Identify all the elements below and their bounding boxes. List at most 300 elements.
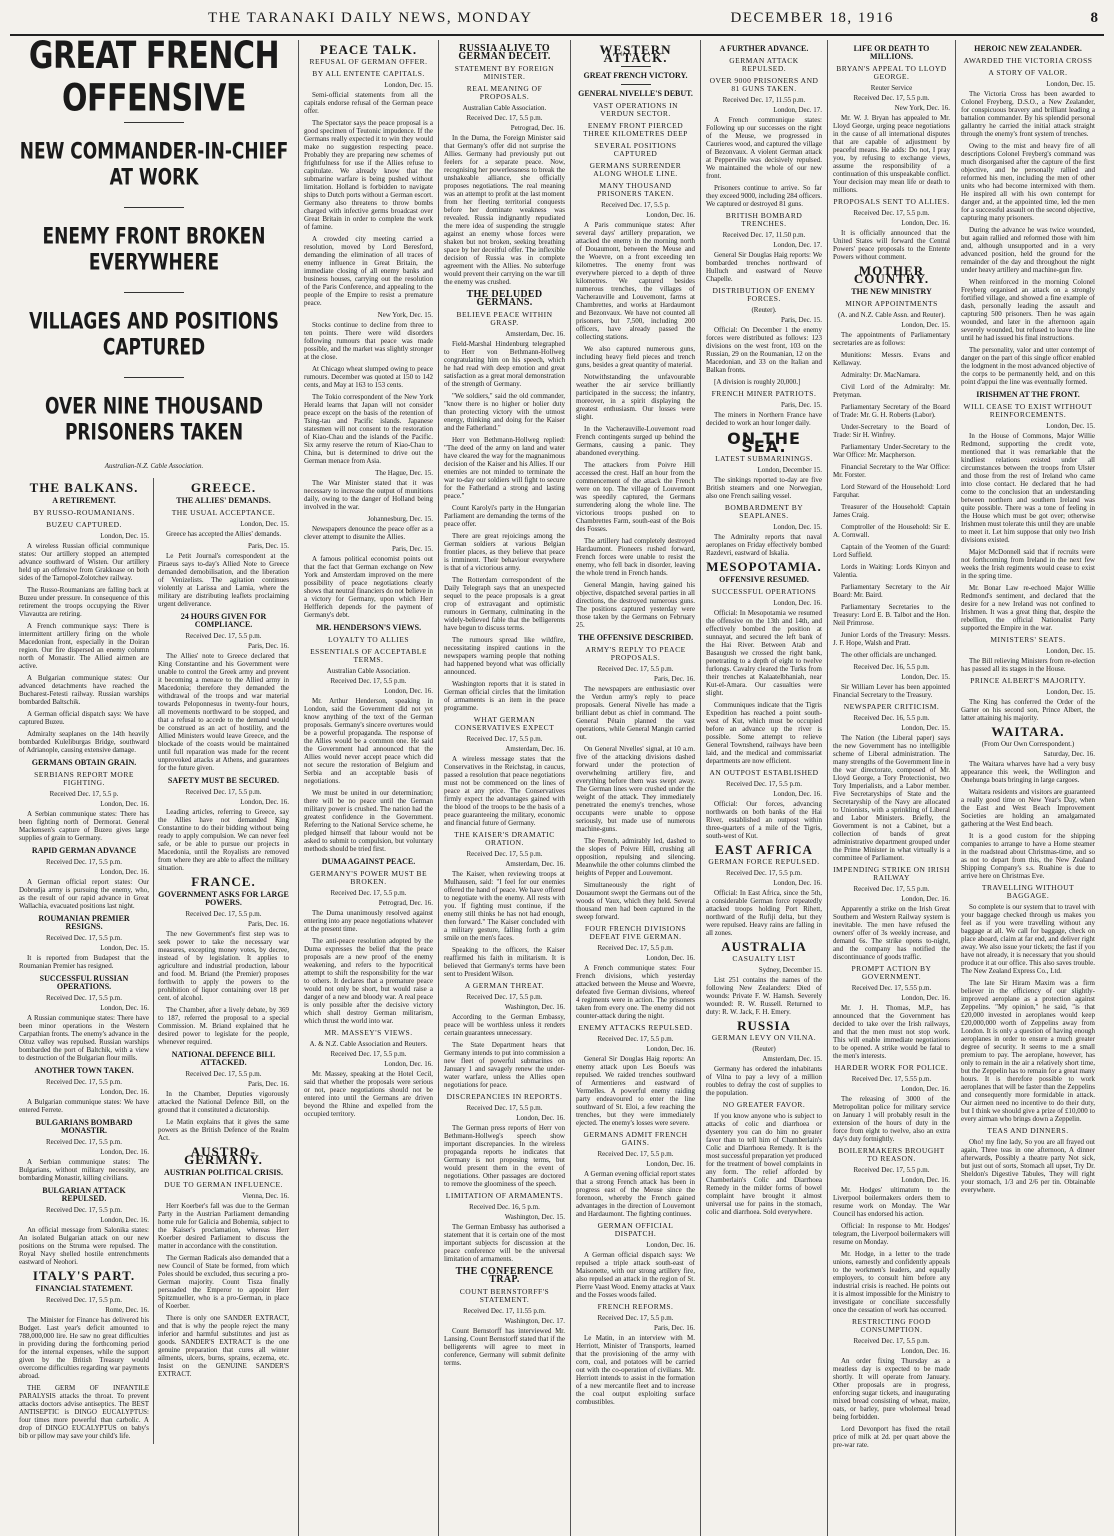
paragraph: Mr. Hodge, in a letter to the trade unions, earnestly and confidently appeals to the workmen's leaders, and equally employers, to consult him before any industrial crisis is reached. He points out it is almost impossible for the Ministry to investigate or conciliate successfully once the cessation of work has occurred. <box>833 1250 950 1314</box>
article-heading: OFFENSIVE RESUMED. <box>719 575 809 584</box>
paragraph: Official: Our forces, advancing northwards on both banks of the Hai River, established an outpost within three-quarters of a mile of the Tigris, south-west of Kut. <box>706 800 822 840</box>
paragraph: The Victoria Cross has been awarded to Colonel Freyberg, D.S.O., a New Zealander, for conspicuous bravery and brilliant leading a battalion commander. By his splendid personal gallantry he carried the initial attack straight through the enemy's front system of trenches. <box>961 90 1095 138</box>
paragraph: "We soldiers," said the old commander, "know there is no higher or holier duty than protecting victory with the utmost energy, thinking and doing for the Kaiser and the Fatherland." <box>444 392 565 432</box>
received-line: Received Dec. 17, 5.5 p.m. <box>185 910 262 918</box>
article-heading: GENERAL NIVELLE'S DEBUT. <box>578 89 693 98</box>
section-heading: RUSSIA <box>737 1018 791 1033</box>
received-line: Received Dec. 17, 11.55 p.m. <box>463 1307 546 1315</box>
received-line: Received Dec. 17, 5.5 p.m. <box>853 94 930 102</box>
dateline: Paris, Dec. 15. <box>780 316 822 324</box>
dateline: London, Dec. 17. <box>773 241 822 249</box>
section-heading: DUMA AGAINST PEACE. <box>321 857 416 866</box>
dateline: The Hague, Dec. 15. <box>375 469 433 477</box>
paragraph: The personality, valor and utter contempt of danger on the part of this single officer enabled the lodgment in the most advanced objective of the corps to be permanently held, and on this point d'appui the line was eventually formed. <box>961 346 1095 386</box>
paragraph: Speaking to the officers, the Kaiser reaffirmed his faith in militarism. It is believed that Germany's terms have been sent to President Wilson. <box>444 946 565 978</box>
section-heading: LIFE OR DEATH TO MILLIONS. <box>853 44 930 61</box>
article-heading: THE ALLIES' DEMANDS. <box>176 496 271 505</box>
dateline: Washington, Dec. 17. <box>504 1317 565 1325</box>
article-heading: A RETIREMENT. <box>52 496 116 505</box>
paragraph: Newspapers denounce the peace offer as a clever attempt to disunite the Allies. <box>304 525 433 541</box>
dateline: Amsterdam, Dec. 16. <box>505 860 565 868</box>
paragraph: In the Chamber, Deputies vigorously attacked the National Defence Bill, on the ground that it constituted a dictatorship. <box>158 1090 289 1114</box>
paragraph: According to the German Embassy, peace will be worthless unless it renders certain guarantees unnecessary. <box>444 1013 565 1037</box>
article-subheading: OVER 9000 PRISONERS AND 81 GUNS TAKEN. <box>709 76 819 93</box>
subheadline-2: ENEMY FRONT BROKEN EVERYWHERE <box>42 224 266 276</box>
subheadline-4: OVER NINE THOUSAND PRISONERS TAKEN <box>45 394 263 446</box>
article-heading: GERMAN LEVY ON VILNA. <box>711 1033 817 1042</box>
newspaper-title: THE TARANAKI DAILY NEWS, MONDAY <box>208 10 533 26</box>
subheadline-3: VILLAGES AND POSITIONS CAPTURED <box>29 309 279 361</box>
columns <box>10 40 1104 1536</box>
paragraph: Greece has accepted the Allies' demands. <box>166 530 282 538</box>
article-subheading: BY RUSSO-ROUMANIANS. <box>33 508 135 517</box>
article-subheading: SEVERAL POSITIONS CAPTURED <box>594 141 677 158</box>
paragraph: The German press reports of Herr von Bethmann-Hollweg's speech show important discrepancies. In the wireless propaganda reports he indicates that Germany is not proposing terms, but would present them in the event of negotiations. Other passages are doctored to remove the gloominess of the speech. <box>444 1124 565 1188</box>
dateline: London, Dec. 16. <box>384 687 433 695</box>
section-heading: A FURTHER ADVANCE. <box>719 44 809 53</box>
paragraph: Mr. Arthur Henderson, speaking in London, said the Government did not yet know anything of the text of the German proposals. Germany's sincere overtures would be a powerful propaganda. The response of the Allies would be a common one. He said the Government had announced that the Allies would never accept peace which did not secure the restoration of Belgium and Serbia and an acceptable basis of negotiations. <box>304 697 433 785</box>
section-heading: PEACE TALK. <box>319 42 418 57</box>
paragraph: General Sir Douglas Haig reports: We bombarded trenches northward of Hulluch and eastward of Neuve Chapelle. <box>706 251 822 283</box>
paragraph: Lord Steward of the Household: Lord Farquhar. <box>833 483 950 499</box>
column-4 <box>571 40 701 1536</box>
paragraph: The newspapers are enthusiastic over the Verdun army's reply to peace proposals. General Nivelle has made a brilliant debut as chief in command. The General Pétain planned the vast operations, while General Mangin carried out. <box>576 685 695 741</box>
paragraph: A Serbian communique states: The Bulgarians, without military necessity, are bombarding Monastir, killing civilians. <box>19 1158 149 1182</box>
received-line: Received Dec. 17, 5.5 p.m. <box>45 1296 122 1304</box>
dateline: London, Dec. 15. <box>1046 80 1095 88</box>
section-heading: AUSTRALIA <box>721 939 807 954</box>
section-heading: AUSTRO-GERMANY. <box>184 1144 263 1167</box>
paragraph: Financial Secretary to the War Office: Mr. Forster. <box>833 463 950 479</box>
paragraph: Admiralty: Dr. MacNamara. <box>841 371 921 379</box>
paragraph: Under-Secretary to the Board of Trade: Sir H. Winfrey. <box>833 423 950 439</box>
article-heading: BOMBARDMENT BY SEAPLANES. <box>724 503 804 520</box>
paragraph: Owing to the mist and heavy fire of all descriptions Colonel Freyberg's command was much disorganised after the capture of the first objective, and he personally rallied and reformed his men, including the men of other units who had become intermixed with them. He inspired all with his own contempt for danger and, at the appointed time, led the men for a successful assault on the second objective, capturing many prisoners. <box>961 142 1095 222</box>
dateline: London, Dec. 16. <box>901 219 950 227</box>
paragraph: The French, admirably led, dashed to the slopes of Poivre Hill, crushing all opposition, repulsing and silencing. Meanwhile the other columns climbed the heights of Pepper and Louvemont. <box>576 837 695 877</box>
paragraph: Parliamentary Under-Secretary to the War Office: Mr. Macpherson. <box>833 443 950 459</box>
dateline: London, December 15. <box>757 466 822 474</box>
received-line: Received Dec. 17, 5.5 p. <box>49 790 119 798</box>
paragraph: Mr. Massey, speaking at the Hotel Cecil, said that whether the proposals were serious or not, peace negotiations should not be entered into until the Germans are driven beyond the Rhine and expelled from the occupied territory. <box>304 1070 433 1118</box>
paragraph: We also captured numerous guns, including heavy field pieces and trench guns, besides a great quantity of material. <box>576 345 695 369</box>
dateline: Rome, Dec. 16. <box>105 1306 149 1314</box>
advertisement: THE GERM OF INFANTILE PARALYSIS attacks the throat. To prevent attacks doctors advise antiseptics. The BEST ANTISEPTIC is DINGO EUCALYPTUS: four times more powerful than carbolic. A drop of DINGO EUCALYPTUS on baby's bib or pillow may save your child's life. <box>19 1384 149 1440</box>
article-heading: FRENCH MINER PATRIOTS. <box>711 389 817 398</box>
dateline: London, Dec. 16. <box>901 1176 950 1184</box>
section-heading: ITALY'S PART. <box>32 1268 136 1283</box>
dateline: London, Dec. 15. <box>100 944 149 952</box>
article-subheading: MANY THOUSAND PRISONERS TAKEN. <box>597 181 674 198</box>
dateline: Paris, Dec. 16. <box>247 1080 289 1088</box>
paragraph: Munitions: Messrs. Evans and Kellaway. <box>833 351 950 367</box>
column-1 <box>10 40 299 1536</box>
article-heading: ROUMANIAN PREMIER RESIGNS. <box>38 914 130 931</box>
received-line: Received Dec. 17, 5.5 p.m. <box>466 114 543 122</box>
dateline: London, Dec. 16. <box>901 1085 950 1093</box>
paragraph: The appointments of Parliamentary secretaries are as follows: <box>833 331 950 347</box>
paragraph: A wireless message states that the Conservatives in the Reichstag, in caucus, passed a resolution that peace negotiations must not be commenced on the lines of peace at any price. The Conservatives firmly expect the advantages gained with the blood of the troops to be the basis of a peace guaranteeing the military, economic and financial future of Germany. <box>444 755 565 827</box>
article-subheading: ESSENTIALS OF ACCEPTABLE TERMS. <box>310 647 427 664</box>
dateline: London, Dec. 15. <box>901 673 950 681</box>
section-heading: EAST AFRICA <box>715 842 813 857</box>
article-heading: STATEMENT BY FOREIGN MINISTER. <box>454 64 555 81</box>
paragraph: There are great rejoicings among the German soldiers at various Belgian frontier places, as they believe that peace is imminent. Their behaviour everywhere is that of a victorious army. <box>444 532 565 572</box>
dateline: London, Dec. 16. <box>100 1004 149 1012</box>
dateline: Paris, Dec. 16. <box>247 920 289 928</box>
article-heading: BOILERMAKERS BROUGHT TO REASON. <box>838 1146 945 1163</box>
dateline: Paris, Dec. 15. <box>247 542 289 550</box>
dateline: London, Dec. 16. <box>773 790 822 798</box>
dateline: London, Dec. 16. <box>100 1088 149 1096</box>
dateline: London, Dec. 16. <box>100 800 149 808</box>
dateline: London, Dec. 15. <box>100 532 149 540</box>
article-heading: BRITISH BOMBARD TRENCHES. <box>725 211 803 228</box>
balkans-column <box>15 478 154 1444</box>
paragraph: A Paris communique states: After several days' artillery preparation, we attacked the enemy in the morning north of Douaumont, between the Meuse and the Woevre, on a front exceeding ten kilometres. The enemy front was everywhere pierced to a depth of three kilometres. We captured besides numerous trenches, the villages of Vacherauville and Louvemont, farms at Chambrettes, and works at Hardaumont and Bezonvaux. We have not counted all prisoners, but 7,500, including 200 officers, have already passed the collecting stations. <box>576 221 695 341</box>
paragraph: Mr. W. J. Bryan has appealed to Mr. Lloyd George, urging peace negotiations in the cause of all international disputes that are capable of adjustment by peaceful means. He adds: Do not, I pray you, by refusing to exchange views, assume the responsibility of a continuation of this unspeakable conflict. Your decision may mean life or death to millions. <box>833 114 950 194</box>
paragraph: The King has conferred the Order of the Garter on his second son, Prince Albert, the latter attaining his majority. <box>961 698 1095 722</box>
article-heading: LATEST SUBMARININGS. <box>715 454 813 463</box>
paragraph: The releasing of 3000 of the Metropolitan police for military service on January 1 will probably result in the extension of the hours of duty in the force from eight to twelve, also an extra day's duty fortnightly. <box>833 1095 950 1143</box>
section-heading: IRISHMEN AT THE FRONT. <box>976 390 1080 399</box>
paragraph: Major McDonnell said that if recruits were not forthcoming from Ireland in the next few weeks the Irish regiments would cease to exist in the spring time. <box>961 548 1095 580</box>
paragraph: The Admiralty reports that naval aeroplanes on Friday effectively bombed Razdevri, eastward of Iskalia. <box>706 533 822 557</box>
article-heading: GERMANS ADMIT FRENCH GAINS. <box>583 1130 688 1147</box>
paragraph: General Mangin, having gained his objective, dispatched several parties in all directions, the destroyed numerous guns. The positions captured yesterday were those taken by the Germans on February 25. <box>576 581 695 629</box>
section-heading: MOTHER COUNTRY. <box>853 263 930 286</box>
received-line: Received Dec. 17, 5.5 p.m. <box>466 993 543 1001</box>
divider <box>124 122 184 123</box>
dateline: Washington, Dec. 16. <box>504 1003 565 1011</box>
received-line: Received Dec. 17, 5.5 p.m. <box>330 677 407 685</box>
paragraph: Mr. Bonar Law re-echoed Major Willie Redmond's sentiment, and declared that the desire for a new Ireland was not confined to Irishmen. It was a great thing that, despite the rebellion, the official Nationalist Party supported the Empire in the war. <box>961 584 1095 632</box>
article-heading: NEWSPAPER CRITICISM. <box>843 702 940 711</box>
received-line: Received Dec. 17, 5.55 p.m. <box>851 1075 932 1083</box>
received-line: Received Dec. 17, 5.5 p.m. <box>45 858 122 866</box>
dateline: London, Dec. 17. <box>773 106 822 114</box>
paragraph: The anti-peace resolution adopted by the Duma expresses the belief that the peace proposals are a new proof of the enemy weakening, and refers to the hypocritical attempt to shift the responsibility for the war to others. It declares that a premature peace would not only be short, but would raise a danger of a new and bloody war. A real peace is only possible after the decisive victory which shall destroy German militarism, which thrust the world into war. <box>304 937 433 1025</box>
dateline: London, Dec. 15. <box>901 724 950 732</box>
paragraph: Parliamentary Secretaries to the Treasury: Lord E. B. Talbot and the Hon. Neil Primrose. <box>833 603 950 627</box>
divider <box>124 207 184 208</box>
paragraph: Count Bernstorff has interviewed Mr. Lansing. Count Bernstorff stated that if the belligerents will agree to meet in conference, Germany will submit definite terms. <box>444 1327 565 1367</box>
paragraph: Le Matin, in an interview with M. Herriott, Minister of Transports, learned that the provisioning of the army with corn, coal, and potatoes will be carried out with the co-operation of civilians. Mr. Herriott intends to assist in the formation of a new mercantile fleet and to increase the coal output exploiting surface combustibles. <box>576 1334 695 1406</box>
received-line: Received Dec. 17, 5.5 p.m. <box>725 780 802 788</box>
paragraph: The Duma unanimously resolved against entering into any peace negotiations whatever at the present time. <box>304 909 433 933</box>
dateline: London, Dec. 16. <box>100 1216 149 1224</box>
cable-credit: (Reuter). <box>751 306 777 314</box>
article-heading: FOUR FRENCH DIVISIONS DEFEAT FIVE GERMAN. <box>584 924 687 941</box>
paragraph: Official: In East Africa, since the 5th, a considerable German force repeatedly attacked troops holding Port Rihett, northward of the Rufiji delta, but they were repulsed. Heavy rains are falling in all zones. <box>706 889 822 937</box>
received-line: Received Dec. 17, 11.50 p.m. <box>722 231 806 239</box>
paragraph: Mr. J. H. Thomas, M.P., has announced that the Government has decided to take over the Irish railways, and that the men must not stop work. This will enable immediate negotiations to be opened. A strike would be fatal to the men's interests. <box>833 1004 950 1060</box>
paragraph: A French communique says: There is intermittent artillery firing on the whole Macedonian front, especially in the Doiran region. Our fire dispersed an enemy column north of Monastir. The Allied airmen are active. <box>19 622 149 670</box>
paragraph: Prisoners continue to arrive. So far they exceed 9000, including 284 officers. We captured or destroyed 81 guns. <box>706 184 822 208</box>
article-heading: GERMAN FORCE REPULSED. <box>708 857 820 866</box>
dateline: New York, Dec. 16. <box>894 104 950 112</box>
paragraph: A French communique states: Four French divisions, which yesterday attacked between the Meuse and Woevre, defeated five German divisions, whereof 4 regiments were in action. The prisoners taken from every one. The enemy did not counter-attack during the night. <box>576 964 695 1020</box>
article-heading: THE NEW MINISTRY <box>851 287 932 296</box>
article-heading: FRENCH REFORMS. <box>597 1302 674 1311</box>
paragraph: It is officially announced that the United States will forward the Central Powers' peace proposals to the Entente Powers without comment. <box>833 229 950 261</box>
received-line: Received Dec. 16, 5.5 p.m. <box>853 663 930 671</box>
paragraph: The new Government's first step was to seek power to take the necessary war measures, excepting money votes, by decree, instead of by legislation. It applies to agriculture and industrial production, labour and food. M. Briand (the Premier) proposes forthwith to apply the powers to the prohibition of liquor containing over 18 per cent. of alcohol. <box>158 930 289 1002</box>
dateline: London, Dec. 16. <box>646 211 695 219</box>
article-heading: GOVERNMENT ASKS FOR LARGE POWERS. <box>158 890 289 907</box>
paragraph: Parliamentary Secretary of the Board of Trade: Mr. G. H. Roberts (Labor). <box>833 403 950 419</box>
section-heading: THE OFFENSIVE DESCRIBED. <box>577 633 694 642</box>
article-heading: DISTRIBUTION OF ENEMY FORCES. <box>712 286 816 303</box>
paragraph: The War Minister stated that it was necessary to increase the output of munitions daily, owing to the danger of Holland being involved in the war. <box>304 479 433 511</box>
paragraph: An order fixing Thursday as a meatless day is expected to be made shortly. It will operate from January. Other proposals are in progress, enforcing sugar tickets, and inaugurating mixed bread consisting of wheat, maize, oats, or barley, pure wholemeal bread being forbidden. <box>833 1357 950 1421</box>
article-heading: AUSTRIAN POLITICAL CRISIS. <box>164 1168 283 1177</box>
paragraph: A Serbian communique states: There has been fighting north of Dermorat. General Mackensen's capture of Buzeu gives large supplies of grain to Germany. <box>19 810 149 842</box>
dateline: New York, Dec. 15. <box>377 311 433 319</box>
received-line: Received Dec. 17, 5.5 p.m. <box>45 1078 122 1086</box>
paragraph: The artillery had completely destroyed Hardaumont. Pioneers rushed forward, French forces were unable to resist the enemy, who fell back in disorder, leaving the whole trend in French hands. <box>576 537 695 577</box>
received-line: Received Dec. 17, 5.5 p.m. <box>725 869 802 877</box>
dateline: Amsterdam, Dec. 16. <box>505 745 565 753</box>
paragraph: The Minister for Finance has delivered his Budget. Last year's deficit amounted to 788,000,000 lire. He saw no great difficulties in providing during the forthcoming period for the internal expenses, while the support given by the British Treasury would overcome difficulties regarding war payments abroad. <box>19 1316 149 1380</box>
article-heading: BULGARIAN ATTACK REPULSED. <box>42 1186 126 1203</box>
advertisement: There is only one SANDER EXTRACT, and that is why the people reject the many inferior and harmful substitutes and just as goods. SANDER'S EXTRACT is the one genuine preparation that cures all winter ailments, ulcers, burns, sprains, eczema, etc. Insist on the GENUINE SANDER'S EXTRACT. <box>158 1314 289 1378</box>
cable-credit: A. & N.Z. Cable Association and Reuters. <box>309 1040 428 1048</box>
paragraph: Le Matin explains that it gives the same powers as the British Defence of the Realm Act. <box>158 1118 289 1142</box>
paragraph: The sinkings reported to-day are five British steamers and one Norwegian, also one French sailing vessel. <box>706 476 822 500</box>
paragraph: The Russo-Roumanians are falling back at Buzeu under pressure. In consequence of this retirement the troops occupying the River Vlavautza are retiring. <box>19 586 149 618</box>
section-heading: ON THE SEA. <box>727 429 801 456</box>
received-line: Received Dec. 17, 5.5 p.m. <box>45 1206 122 1214</box>
received-line: Received Dec. 16, 5 p.m. <box>469 1203 540 1211</box>
dateline: Vienna, Dec. 16. <box>242 1192 289 1200</box>
received-line: Received Dec. 17, 5.5 p.m. <box>853 1166 930 1174</box>
paragraph: Civil Lord of the Admiralty: Mr. Pretyman. <box>833 383 950 399</box>
dateline: Paris, Dec. 15. <box>780 401 822 409</box>
column-6 <box>828 40 956 1536</box>
article-heading: MR. HENDERSON'S VIEWS. <box>315 623 422 632</box>
dateline: London, Dec. 15. <box>773 523 822 531</box>
advertisement: Oho! my fine lady, So you are all frayed out again, Three teas in one afternoon, A dinner afterwards, Possibly a theatre party Not sick, but just out of sorts, Stomach all upset, Try Dr. Sheldon's Digestive Tabules, They will right your stomach, 1/3 and 2/6 per tin. Obtainable everywhere. <box>961 1138 1095 1194</box>
paragraph: Admiralty seaplanes on the 14th heavily bombarded Kuleliburgas Bridge, southward of Adrianople, causing extensive damage. <box>19 730 149 754</box>
article-heading: MR. MASSEY'S VIEWS. <box>324 1028 413 1037</box>
article-heading: WILL CEASE TO EXIST WITHOUT REINFORCEMENTS. <box>963 402 1093 419</box>
article-heading: ARMY'S REPLY TO PEACE PROPOSALS. <box>585 645 686 662</box>
article-subheading: (From Our Own Correspondent.) <box>981 740 1075 748</box>
dateline: London, Dec. 16. <box>901 1347 950 1355</box>
received-line: Received Dec. 16, 5.5 p.m. <box>853 714 930 722</box>
article-subheading: REAL MEANING OF PROPOSALS. <box>466 84 543 101</box>
paragraph: It is reported from Budapest that the Roumanian Premier has resigned. <box>19 954 149 970</box>
article-heading: PROPOSALS SENT TO ALLIES. <box>833 197 950 206</box>
paragraph: An official message from Salonika states: An isolated Bulgarian attack on our new positions on the Struma were repulsed. The Royal Navy shelled hostile entrenchments eastward of Neohori. <box>19 1226 149 1266</box>
received-line: Received Dec. 17, 5.5 p.m. <box>185 788 262 796</box>
dateline: Paris, Dec. 16. <box>247 642 289 650</box>
paragraph: Comptroller of the Household: Sir E. A. Cornwall. <box>833 523 950 539</box>
article-heading: PRINCE ALBERT'S MAJORITY. <box>970 676 1086 685</box>
article-heading: ANOTHER TOWN TAKEN. <box>34 1066 134 1075</box>
paragraph: In the Vacherauville-Louvemont road French contingents surged up behind the Germans, causing a panic. They abandoned everything. <box>576 425 695 457</box>
column-2 <box>299 40 439 1536</box>
section-heading: RUSSIA ALIVE TO GERMAN DECEIT. <box>458 43 551 62</box>
paragraph: General Sir Douglas Haig reports: An enemy attack upon Les Boeufs was repulsed. We raided trenches southward of Armentieres and eastward of Vermelles. A powerful enemy raiding party endeavoured to enter the line southward of St. Eloi, a few reaching the trenches, but they were immediately ejected. The enemy's losses were severe. <box>576 1055 695 1127</box>
paragraph: Captain of the Yeomen of the Guard: Lord Suffield. <box>833 543 950 559</box>
divider <box>124 377 184 378</box>
paragraph: A crowded city meeting carried a resolution, moved by Lord Beresford, demanding the elimination of all traces of enemy influence in Great Britain, the immediate closing of all enemy banks and business houses, carrying out the resolution of the Paris Conference, and appealing to the people of the Empire to resist a premature peace. <box>304 235 433 307</box>
received-line: Received Dec. 17, 5.5 p. <box>601 201 670 209</box>
received-line: Received Dec. 17, 5.5 p.m. <box>45 934 122 942</box>
received-line: Received Dec. 17, 5.5 p.m. <box>45 1138 122 1146</box>
paragraph: On General Nivelles' signal, at 10 a.m. five of the attacking divisions dashed forward under the protection of overwhelming artillery fire, and everything before them was swept away. The German lines were crushed under the weight of the attack. They immediately penetrated the enemy's trenches, whose occupants were unable to oppose seriously, but made use of numerous machine-guns. <box>576 745 695 833</box>
paragraph: The Chamber, after a lively debate, by 369 to 187, referred the proposal to a special Commission. M. Briand explained that he desired power to legislate for the people, whenever required. <box>158 1006 289 1046</box>
paragraph: Count Karolyi's party in the Hungarian Parliament are demanding the terms of the peace offer. <box>444 504 565 528</box>
cable-credit: Reuter Service <box>870 84 913 92</box>
dateline: London, Dec. 16. <box>901 994 950 1002</box>
article-subheading: VAST OPERATIONS IN VERDUN SECTOR. <box>593 101 678 118</box>
article-heading: SAFETY MUST BE SECURED. <box>167 776 280 785</box>
paragraph: The Rotterdam correspondent of the Daily Telegraph says that an unexpected sequel to the peace proposals is a great crop of extravagant and optimistic rumours in Germany, culminating in the widely-believed fable that the belligerents have begun to discuss terms. <box>444 576 565 632</box>
paragraph: A German evening official report states that a strong French attack has been in progress east of the Meuse since the forenoon, whereby the French gained advantages in the direction of Louvemont and Hardaumont. The fighting continues. <box>576 1170 695 1218</box>
article-heading: DISCREPANCIES IN REPORTS. <box>446 1092 563 1101</box>
paragraph: Stocks continue to decline from three to ten points. There were wild disorders following rumours that peace was made possible, and the market was slightly stronger at the close. <box>304 321 433 361</box>
article-subheading: ENEMY FRONT PIERCED THREE KILOMETRES DEEP <box>583 121 688 138</box>
cable-credit: Australian Cable Association. <box>326 667 411 675</box>
advertisement: So complete is our system that to travel with your baggage checked through us makes you feel as if you were travelling without any baggage at all. We call for baggage, check on place aboard, claim at far end, and deliver right away. We also issue your tickets; the fast if you have not already, it is necessary that you should produce it at our office. This also saves trouble. The New Zealand Express Co., Ltd. <box>961 903 1095 975</box>
dateline: Amsterdam, Dec. 15. <box>762 1055 822 1063</box>
dateline: London, Dec. 16. <box>646 1241 695 1249</box>
received-line: Received Dec. 17, 5.5 p.m. <box>597 665 674 673</box>
paragraph: A Bulgarian communique states: Our advanced detachments have reached the Bucharest-Fetesti railway. Russian warships bombarded Baltschik. <box>19 674 149 706</box>
article-heading: NATIONAL DEFENCE BILL ATTACKED. <box>171 1050 276 1067</box>
dateline: London, Dec. 16. <box>773 599 822 607</box>
paragraph: A famous political economist points out that the fact that German exchange on New York and Amsterdam improved on the mere possibility of peace negotiations clearly shows that neutral financiers do not believe in a victory for Germany, upon which Herr Helfferich depends for the payment of Germany's debt. <box>304 555 433 619</box>
main-headline: GREAT FRENCH OFFENSIVE <box>28 40 280 121</box>
article-subheading: BUZEU CAPTURED. <box>46 520 122 529</box>
dateline: London, Dec. 15. <box>1046 422 1095 430</box>
received-line: Received Dec. 17, 5.5 p.m. <box>853 1337 930 1345</box>
masthead <box>10 10 1104 36</box>
divider <box>621 66 651 67</box>
paragraph: List 251 contains the names of the following New Zealanders: Died of wounds: Private F. W. Hamsh. Severely wounded: R. W. Russell. Returned to duty: R. W. Jack, F. H. Emery. <box>706 976 822 1016</box>
column-1-split <box>15 478 293 1444</box>
dateline: Paris, Dec. 16. <box>653 675 695 683</box>
article-heading: BULGARIANS BOMBARD MONASTIR. <box>35 1118 133 1135</box>
dateline: London, Dec. 16. <box>646 1045 695 1053</box>
article-heading: PROMPT ACTION BY GOVERNMENT. <box>851 964 932 981</box>
paragraph: A German official dispatch says: We have captured Buzeu. <box>19 710 149 726</box>
article-heading: NO GREATER FAVOR. <box>722 1100 806 1109</box>
section-heading: WESTERN ATTACK. <box>599 42 672 65</box>
article-subheading: THE USUAL ACCEPTANCE. <box>171 508 276 517</box>
article-heading: 24 HOURS GIVEN FOR COMPLIANCE. <box>180 612 267 629</box>
dateline: London, Dec. 16. <box>240 798 289 806</box>
received-line: Received Dec. 17, 5.5 p.m. <box>185 1070 262 1078</box>
dateline: London, Dec. 15. <box>240 520 289 528</box>
paragraph: Washington reports that it is stated in German official circles that the limitation of armaments is an item in the peace programme. <box>444 680 565 712</box>
paragraph: Waitara residents and visitors are guaranteed a really good time on New Year's Day, when the East and West Beach Improvement Societies are holding an amalgamated gathering at the West End beach. <box>961 788 1095 828</box>
article-heading: AN OUTPOST ESTABLISHED <box>709 768 819 777</box>
paragraph: Communiques indicate that the Tigris Expedition has reached a point south-west of Kut, which must be occupied before an advance up the river is possible. Some attempt to relieve General Townshend, railways have been laid, and the medical and commissariat departments are now efficient. <box>706 701 822 765</box>
cable-credit: (Reuter) <box>752 1045 776 1053</box>
article-heading: FINANCIAL STATEMENT. <box>35 1284 133 1293</box>
paragraph: The German Radicals also demanded that a new Council of State be formed, from which Poles should be excluded, thus securing a pro-German majority. Count Tisza finally persuaded the Emperor to appoint Herr Spitzmueller, who is a pro-German, in place of Koerber. <box>158 1254 289 1310</box>
article-subheading: SERBIANS REPORT MORE FIGHTING. <box>34 770 134 787</box>
article-heading: LIMITATION OF ARMAMENTS. <box>445 1191 564 1200</box>
dateline: London, Dec. 15. <box>1046 647 1095 655</box>
paragraph: Sir William Lever has been appointed Financial Secretary to the Treasury. <box>833 683 950 699</box>
paragraph: During the advance he was twice wounded, but again rallied and reformed those with him and, although unsupported and in a very advanced position, held the ground for the remainder of the day and throughout the night under heavy artillery and machine-gun fire. <box>961 226 1095 274</box>
article-heading: RAPID GERMAN ADVANCE <box>31 846 137 855</box>
paragraph: Herr Koerber's fall was due to the German Party in the Austrian Parliament demanding home rule for Galicia and Bohemia, subject to the Kaiser's proclamation, whereas Herr Koerber desired Parliament to discuss the matter in accordance with the constitution. <box>158 1202 289 1250</box>
section-heading: FRANCE. <box>191 874 256 889</box>
column-5 <box>701 40 828 1536</box>
paragraph: Official: On December 1 the enemy forces were distributed as follows: 123 divisions on the west front, 103 on the Russian, 29 on the Roumanian, 12 on the Macedonian, and 33 on the Italian and Balkan fronts. <box>706 326 822 374</box>
article-subheading: SUCCESSFUL OPERATIONS <box>711 587 817 596</box>
received-line: Received Dec. 17, 5.5 p.m. <box>597 1035 674 1043</box>
paragraph: Field-Marshal Hindenburg telegraphed to Herr von Bethmann-Hollweg congratulating him on his speech, which he had read with deep emotion and great satisfaction as a great moral demonstration of the strength of Germany. <box>444 340 565 388</box>
paragraph: The Kaiser, when reviewing troops at Mulhausen, said: "I feel for our enemies offered the hand of peace. We have offered to negotiate with the enemy. All rests with you. If fighting must continue, if the enemy still thinks he has not had enough, then forward." The Kaiser concluded with a military gesture, falling forth a grim smile on the men's faces. <box>444 870 565 942</box>
article-heading: ENEMY ATTACKS REPULSED. <box>578 1023 693 1032</box>
paragraph: In the House of Commons, Major Willie Redmond, supporting the credit vote, mentioned that it was remarkable that the kindliest relations existed under all circumstances between the troops from Ulster and those from the rest of Ireland who came into close contact. He declared that he had come to the conclusion that an understanding between northern and southern Ireland was quite possible. There was a tone of feeling in the House which must be got over; otherwise Irishmen must tolerate this until they are unable to meet it. Let him suppose that only two Irish divisions existed. <box>961 432 1095 544</box>
paragraph: It is a good custom for the shipping companies to arrange to have a Home steamer in the roadstead about Christmas-time, and so as not to depart from this, the New Zealand Shipping Company's s.s. Ruahine is due to arrive here on Christmas Eve. <box>961 832 1095 880</box>
received-line: Received Dec. 17, 5.55 p.m. <box>851 984 932 992</box>
article-heading: MINISTERS' SEATS. <box>990 635 1066 644</box>
article-heading: BRYAN'S APPEAL TO LLOYD GEORGE. <box>836 64 947 81</box>
article-heading: REFUSAL OF GERMAN OFFER. <box>309 57 428 66</box>
paragraph: Parliamentary Secretary to the Air Board: Mr. Baird. <box>833 583 950 599</box>
dateline: London, Dec. 15. <box>384 81 433 89</box>
paragraph: The Allies' note to Greece declared that King Constantine and his Government were unable to control the Greek army and prevent it becoming a menace to the Allied army in Macedonia; therefore they demanded the withdrawal of the troops and war material towards Peloponnesus in twenty-four hours, all movements northward to be stopped, and that a refusal to accede to the demand would be construed as an act of hostility, and the Allied Ministers would leave Greece, and the blockade of the coasts would be maintained until full reparation was made for the recent unprovoked attacks at Athens, and guarantees for the future given. <box>158 652 289 772</box>
received-line: Received Dec. 17, 5.5 p.m. <box>185 632 262 640</box>
paragraph: Lord Devonport has fixed the retail price of milk at 2d. per quart above the pre-war rate. <box>833 1425 950 1449</box>
dateline: Saturday, Dec. 16. <box>1043 750 1095 758</box>
paragraph: Semi-official statements from all the capitals endorse refusal of the German peace offer. <box>304 91 433 115</box>
dateline: London, Dec. 15. <box>1046 688 1095 696</box>
article-heading: AWARDED THE VICTORIA CROSS <box>963 56 1093 65</box>
dateline: London, Dec. 16. <box>646 1160 695 1168</box>
article-heading: TEAS AND DINNERS. <box>987 1126 1069 1135</box>
paragraph: A wireless Russian official communique states: Our artillery stopped an attempted advance southward of Wisten. Our artillery held up an offensive from Grakkoase on both sides of the Tarnopol-Zolotchev railway. <box>19 542 149 582</box>
divider <box>621 84 651 85</box>
divider <box>124 292 184 293</box>
received-line: Received Dec. 17, 5.5 p.m. <box>853 209 930 217</box>
article-heading: BELIEVE PEACE WITHIN GRASP. <box>456 310 553 327</box>
received-line: Received Dec. 17, 5.5 p.m. <box>330 1050 407 1058</box>
article-heading: COUNT BERNSTORFF'S STATEMENT. <box>459 1287 550 1304</box>
dateline: London, Dec. 16. <box>646 954 695 962</box>
article-heading: RESTRICTING FOOD CONSUMPTION. <box>851 1317 932 1334</box>
paragraph: When reinforced in the morning Colonel Freyberg organised an attack on a strongly fortified village, and showed a fine example of dash, personally leading the assault and capturing 500 prisoners. Then he was again wounded, and later in the afternoon again severely wounded, but refused to leave the line until he had issued his final instructions. <box>961 278 1095 342</box>
article-heading: A GERMAN THREAT. <box>464 981 545 990</box>
article-heading: CASUALTY LIST <box>732 954 796 963</box>
page-number: 8 <box>1090 10 1098 26</box>
article-heading: GERMAN OFFICIAL DISPATCH. <box>597 1221 674 1238</box>
paragraph: The Nation (the Liberal paper) says the new Government has no intelligible scheme of Liberal administration. The many strengths of the Government line in the war directorate, composed of Mr. Lloyd George, a Tory Protectionist, two Tory Imperialists, and a Labor member. Five Secretaryships of State and the Secretaryship of the Navy are allocated to Unionists, with a sprinkling of Liberal and Labor Ministers. Briefly, the Government is not a Cabinet, but a collection of bands of great administrative department grouped under the Prime Minister in what virtually is a committee of Parliament. <box>833 734 950 862</box>
article-heading: GERMAN ATTACK REPULSED. <box>729 56 799 73</box>
paragraph: The Bill relieving Ministers from re-election has passed all its stages in the House. <box>961 657 1095 673</box>
article-subheading: LOYALTY TO ALLIES <box>327 635 409 644</box>
received-line: Received Dec. 17, 5.5 p.m. <box>466 735 543 743</box>
article-heading: SUCCESSFUL RUSSIAN OPERATIONS. <box>39 974 129 991</box>
greece-column <box>154 478 293 1444</box>
section-heading: WAITARA. <box>991 724 1065 739</box>
paragraph: We must be united in our determination; there will be no peace until the German military power is crushed. The nation had the greatest confidence in the Government. Referring to the National Service scheme, he pledged himself that labour would not be asked to submit to compulsion, but voluntary methods should be tried first. <box>304 789 433 853</box>
column-7 <box>956 40 1100 1536</box>
dateline: Johannesburg, Dec. 15. <box>367 515 433 523</box>
dateline: London, Dec. 16. <box>773 879 822 887</box>
section-heading: THE BALKANS. <box>29 480 139 495</box>
paragraph: Lords in Waiting: Lords Kinyon and Valentia. <box>833 563 950 579</box>
